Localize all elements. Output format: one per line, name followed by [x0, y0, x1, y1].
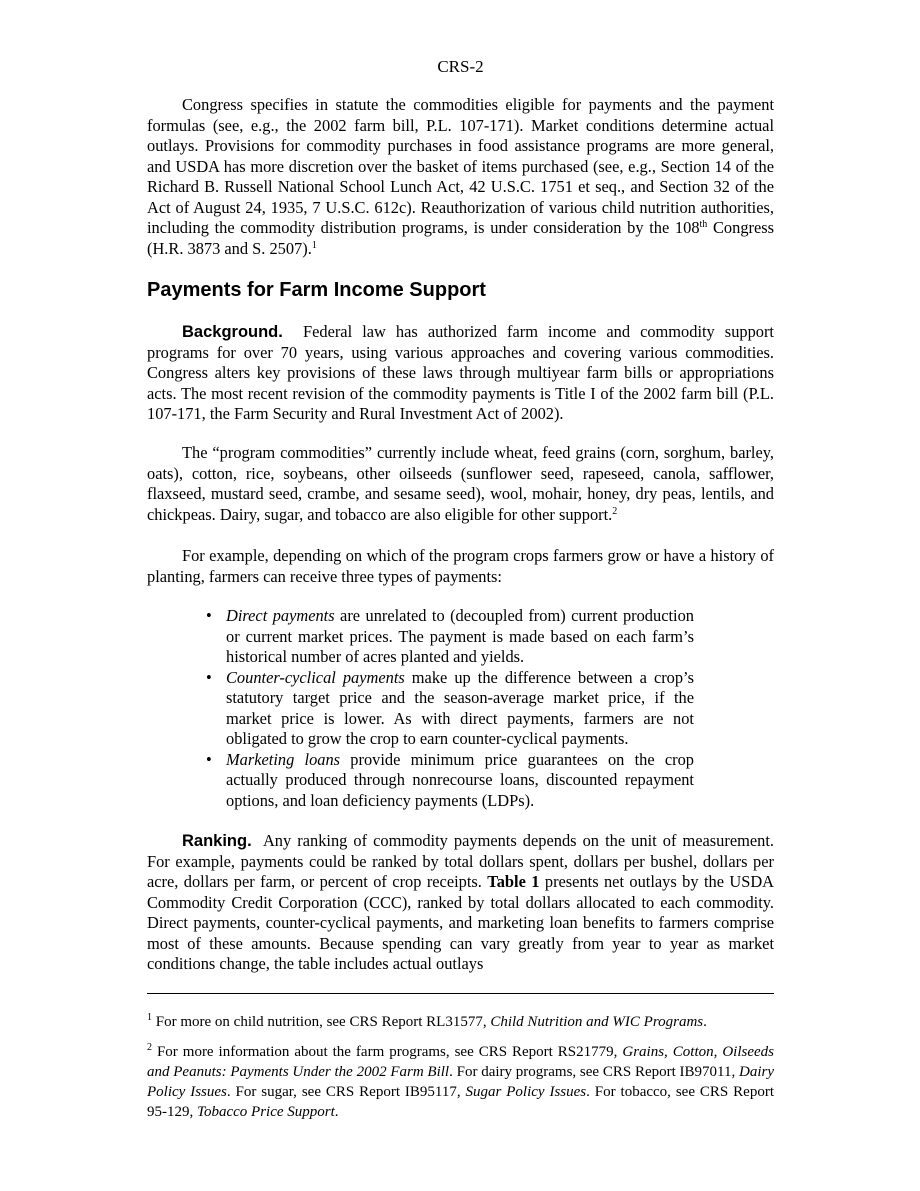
footnote-ref-2[interactable]: 2: [612, 505, 618, 517]
page-header: CRS-2: [437, 57, 484, 76]
footnote-1: $^1$ For more on child nutrition, see CRS Report RL31577, Child Nutrition and WIC Programs.: [147, 1012, 707, 1030]
list-item: • Counter-cyclical payments make up the difference between a crop’s statutory target price and the season-average market price, if the market price is lower. As with direct payments, farmers are not obligated to grow the crop to earn counter-cyclical payments.: [206, 667, 694, 748]
background-label: Background.: [182, 323, 283, 341]
background-paragraph: Background. Federal law has authorized farm income and commodity support programs for over 70 years, using various approaches and covering various commodities. Congress alters key provisions of these laws through multiyear farm bills or appropriations acts. The most recent revision of the commodity payments is Title I of the 2002 farm bill (P.L. 107-171, the Farm Security and Rural Investment Act of 2002).: [147, 322, 774, 423]
footnote-divider: [147, 993, 774, 994]
superscript-th: th: [699, 219, 708, 230]
bullet-icon: •: [206, 606, 212, 625]
footnote-ref-1[interactable]: 1: [311, 239, 317, 251]
commodities-paragraph: The “program commodities” currently include wheat, feed grains (corn, sorghum, barley, oats), cotton, rice, soybeans, other oilseeds (sunflower seed, rapeseed, canola, safflower, flaxseed, mustard seed, crambe, and sesame seed), wool, mohair, honey, dry peas, lentils, and chickpeas. Dairy, sugar, and tobacco are also eligible for other support.$^2$: [147, 443, 774, 524]
bullet-icon: •: [206, 749, 212, 769]
bullet-icon: •: [206, 667, 212, 687]
ranking-label: Ranking.: [182, 832, 252, 850]
ranking-paragraph: Ranking. Any ranking of commodity payments depends on the unit of measurement. For example, payments could be ranked by total dollars spent, dollars per bushel, dollars per acre, dollars per farm, or percent of crop receipts. Table 1 presents net outlays by the USDA Commodity Credit Corporation (CCC), ranked by total dollars allocated to each commodity. Direct payments, counter-cyclical payments, and marketing loan benefits to farmers comprise most of these amounts. Because spending can vary greatly from year to year as market conditions change, the table includes actual outlays: [147, 831, 774, 973]
footnote-2: $^2$ For more information about the farm programs, see CRS Report RS21779, Grains, Cotton, Oilseeds and Peanuts: Payments Under the 2002 Farm Bill. For dairy programs, see CRS Report IB97011, Dairy Policy Issues. For sugar, see CRS Report IB95117, Sugar Policy Issues. For tobacco, see CRS Report 95-129, Tobacco Price Support.: [147, 1042, 774, 1120]
section-heading: Payments for Farm Income Support: [147, 279, 486, 301]
intro-paragraph: Congress specifies in statute the commodities eligible for payments and the payment formulas (see, e.g., the 2002 farm bill, P.L. 107-171). Market conditions determine actual outlays. Provisions for commodity purchases in food assistance programs are more general, and USDA has more discretion over the basket of items purchased (see, e.g., Section 14 of the Richard B. Russell National School Lunch Act, 42 U.S.C. 1751 et seq., and Section 32 of the Act of August 24, 1935, 7 U.S.C. 612c). Reauthorization of various child nutrition authorities, including the commodity distribution programs, is under consideration by the 108th Congress (H.R. 3873 and S. 2507).$^1$: [147, 95, 774, 258]
payment-types-list: [147, 606, 774, 811]
list-item: • Direct payments are unrelated to (decoupled from) current production or current market prices. The payment is made based on each farm’s historical number of acres planted and yields.: [206, 606, 694, 666]
list-item: • Marketing loans provide minimum price guarantees on the crop actually produced through nonrecourse loans, discounted repayment options, and loan deficiency payments (LDPs).: [206, 749, 694, 810]
example-paragraph: For example, depending on which of the program crops farmers grow or have a history of planting, farmers can receive three types of payments:: [147, 546, 774, 586]
table-reference[interactable]: Table 1: [487, 872, 540, 891]
